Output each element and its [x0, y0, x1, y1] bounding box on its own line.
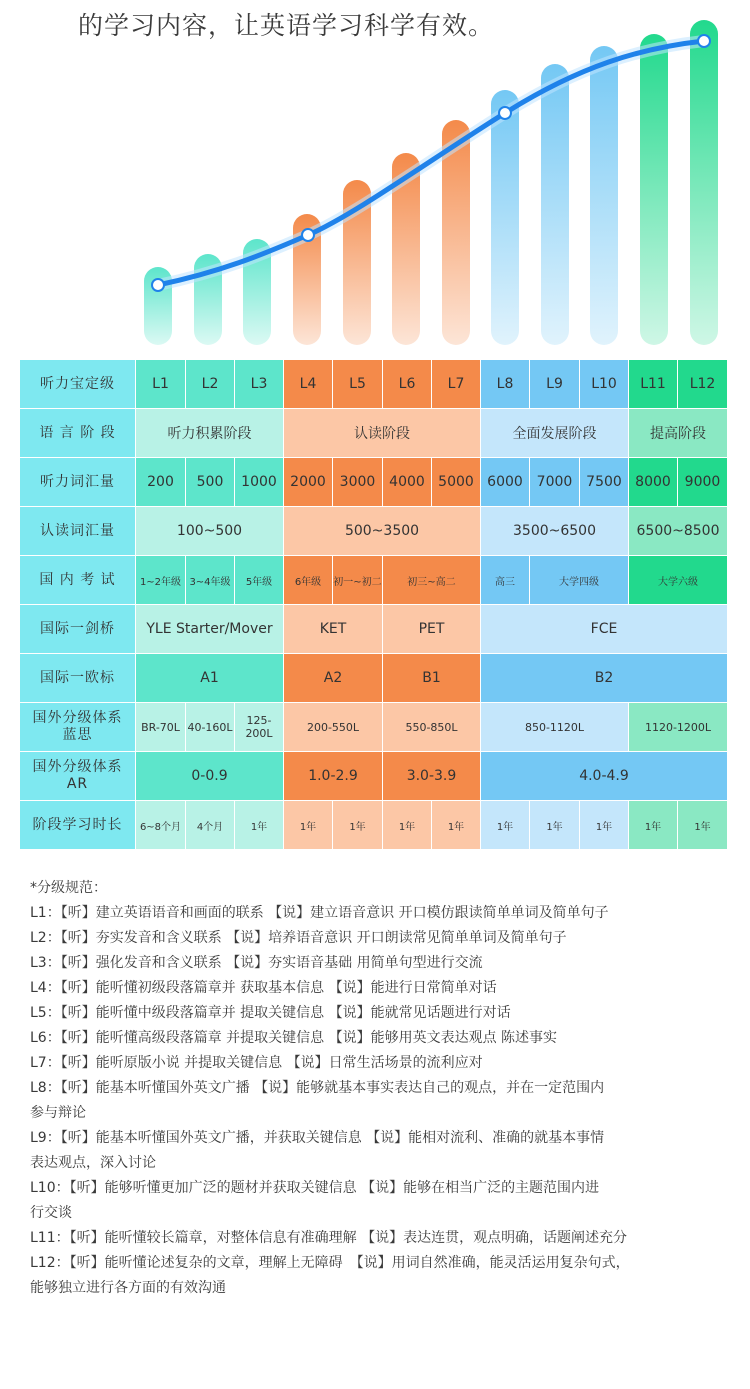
level-cell: L6 [383, 360, 432, 409]
row-stage [20, 409, 728, 458]
row-read-vocab [20, 507, 728, 556]
read-vocab-cell: 6500~8500 [629, 507, 728, 556]
growth-bar [491, 90, 519, 345]
lexile-cell: 40-160L [186, 703, 235, 752]
curve-point [152, 279, 164, 291]
row-label-level: 听力宝定级 [20, 360, 136, 409]
listen-vocab-cell: 5000 [432, 458, 481, 507]
growth-bar [541, 64, 569, 345]
duration-cell: 1年 [333, 801, 383, 850]
cefr-cell: A1 [136, 654, 284, 703]
note-line: L4：【听】能听懂初级段落篇章并 获取基本信息 【说】能进行日常简单对话 [30, 980, 497, 996]
note-line: L1：【听】建立英语语音和画面的联系 【说】建立语音意识 开口模仿跟读简单单词及简单句子 [30, 905, 609, 921]
listen-vocab-cell: 6000 [481, 458, 530, 507]
row-label-cambridge: 国际一剑桥 [20, 605, 136, 654]
domestic-cell: 5年级 [235, 556, 284, 605]
lexile-cell: 200-550L [284, 703, 383, 752]
note-line: L5：【听】能听懂中级段落篇章并 提取关键信息 【说】能就常见话题进行对话 [30, 1005, 511, 1021]
domestic-cell: 6年级 [284, 556, 333, 605]
stage-cell: 听力积累阶段 [136, 409, 284, 458]
duration-cell: 1年 [432, 801, 481, 850]
duration-cell: 1年 [235, 801, 284, 850]
row-domestic [20, 556, 728, 605]
listen-vocab-cell: 4000 [383, 458, 432, 507]
row-label-lexile-line2: 蓝思 [62, 727, 93, 743]
notes-title: *分级规范： [30, 880, 107, 896]
stage-cell: 认读阶段 [284, 409, 481, 458]
lexile-cell: 850-1120L [481, 703, 629, 752]
note-line: 参与辩论 [30, 1105, 86, 1121]
listen-vocab-cell: 7500 [580, 458, 629, 507]
intro-text: 的学习内容，让英语学习科学有效。 [78, 11, 495, 40]
growth-bar [640, 34, 668, 345]
row-label-read-vocab: 认读词汇量 [20, 507, 136, 556]
growth-curve [158, 41, 704, 285]
cambridge-cell: PET [383, 605, 481, 654]
row-label-cefr: 国际一欧标 [20, 654, 136, 703]
note-line: L7：【听】能听原版小说 并提取关键信息 【说】日常生活场景的流利应对 [30, 1055, 483, 1071]
note-line: 行交谈 [30, 1205, 72, 1221]
note-line: L6：【听】能听懂高级段落篇章 并提取关键信息 【说】能够用英文表达观点 陈述事实 [30, 1030, 558, 1046]
note-line: L9：【听】能基本听懂国外英文广播，并获取关键信息 【说】能相对流利、准确的就基本事情 [30, 1130, 605, 1146]
listen-vocab-cell: 8000 [629, 458, 678, 507]
duration-cell: 1年 [284, 801, 333, 850]
domestic-cell: 1~2年级 [136, 556, 186, 605]
row-label-duration: 阶段学习时长 [20, 801, 136, 850]
row-listen-vocab [20, 458, 728, 507]
row-cambridge [20, 605, 728, 654]
grading-notes [30, 876, 730, 1301]
read-vocab-cell: 3500~6500 [481, 507, 629, 556]
level-cell: L10 [580, 360, 629, 409]
ar-cell: 3.0-3.9 [383, 752, 481, 801]
row-label-lexile-line1: 国外分级体系 [32, 710, 123, 726]
curve-point [698, 35, 710, 47]
note-line: L10：【听】能够听懂更加广泛的题材并获取关键信息 【说】能够在相当广泛的主题范围内进 [30, 1180, 600, 1196]
read-vocab-cell: 500~3500 [284, 507, 481, 556]
duration-cell: 6~8个月 [136, 801, 186, 850]
row-duration [20, 801, 728, 850]
level-table [20, 360, 728, 850]
curve-point [499, 107, 511, 119]
duration-cell: 1年 [678, 801, 728, 850]
row-level [20, 360, 728, 409]
level-cell: L12 [678, 360, 728, 409]
row-label-stage: 语 言 阶 段 [20, 409, 136, 458]
read-vocab-cell: 100~500 [136, 507, 284, 556]
duration-cell: 1年 [530, 801, 580, 850]
duration-cell: 1年 [629, 801, 678, 850]
duration-cell: 1年 [580, 801, 629, 850]
listen-vocab-cell: 3000 [333, 458, 383, 507]
ar-cell: 0-0.9 [136, 752, 284, 801]
growth-bar [690, 20, 718, 345]
note-line: L3：【听】强化发音和含义联系 【说】夯实语音基础 用简单句型进行交流 [30, 955, 483, 971]
cefr-cell: B2 [481, 654, 728, 703]
duration-cell: 1年 [383, 801, 432, 850]
row-ar [20, 752, 728, 801]
lexile-cell: 550-850L [383, 703, 481, 752]
row-cefr [20, 654, 728, 703]
curve-point [302, 229, 314, 241]
lexile-cell: 1120-1200L [629, 703, 728, 752]
listen-vocab-cell: 2000 [284, 458, 333, 507]
level-cell: L3 [235, 360, 284, 409]
domestic-cell: 初一~初二 [333, 556, 383, 605]
duration-cell: 4个月 [186, 801, 235, 850]
ar-cell: 4.0-4.9 [481, 752, 728, 801]
note-line: L2：【听】夯实发音和含义联系 【说】培养语音意识 开口朗读常见简单单词及简单句子 [30, 930, 567, 946]
row-lexile [20, 703, 728, 752]
level-cell: L7 [432, 360, 481, 409]
level-cell: L5 [333, 360, 383, 409]
listen-vocab-cell: 200 [136, 458, 186, 507]
level-cell: L11 [629, 360, 678, 409]
note-line: 表达观点，深入讨论 [30, 1155, 156, 1171]
listen-vocab-cell: 1000 [235, 458, 284, 507]
domestic-cell: 3~4年级 [186, 556, 235, 605]
lexile-cell: 125-200L [235, 703, 284, 752]
lexile-cell: BR-70L [136, 703, 186, 752]
cefr-cell: A2 [284, 654, 383, 703]
domestic-cell: 大学四级 [530, 556, 629, 605]
stage-cell: 全面发展阶段 [481, 409, 629, 458]
level-cell: L9 [530, 360, 580, 409]
row-label-ar-line2: AR [66, 776, 89, 792]
note-line: L11：【听】能听懂较长篇章，对整体信息有准确理解 【说】表达连贯，观点明确，话题阐述充分 [30, 1230, 628, 1246]
ar-cell: 1.0-2.9 [284, 752, 383, 801]
cefr-cell: B1 [383, 654, 481, 703]
row-label-ar [20, 752, 136, 801]
listen-vocab-cell: 500 [186, 458, 235, 507]
note-line: 能够独立进行各方面的有效沟通 [30, 1280, 226, 1296]
domestic-cell: 初三~高二 [383, 556, 481, 605]
domestic-cell: 大学六级 [629, 556, 728, 605]
note-line: L12：【听】能听懂论述复杂的文章，理解上无障碍 【说】用词自然准确，能灵活运用复杂句式， [30, 1255, 630, 1271]
stage-cell: 提高阶段 [629, 409, 728, 458]
row-label-lexile [20, 703, 136, 752]
level-cell: L8 [481, 360, 530, 409]
row-label-listen-vocab: 听力词汇量 [20, 458, 136, 507]
listen-vocab-cell: 7000 [530, 458, 580, 507]
growth-bar-chart [0, 0, 750, 360]
listen-vocab-cell: 9000 [678, 458, 728, 507]
cambridge-cell: KET [284, 605, 383, 654]
domestic-cell: 高三 [481, 556, 530, 605]
duration-cell: 1年 [481, 801, 530, 850]
level-cell: L4 [284, 360, 333, 409]
cambridge-cell: YLE Starter/Mover [136, 605, 284, 654]
level-cell: L2 [186, 360, 235, 409]
row-label-ar-line1: 国外分级体系 [32, 759, 123, 775]
cambridge-cell: FCE [481, 605, 728, 654]
note-line: L8：【听】能基本听懂国外英文广播 【说】能够就基本事实表达自己的观点，并在一定范围内 [30, 1080, 605, 1096]
row-label-domestic: 国 内 考 试 [20, 556, 136, 605]
growth-bar [590, 46, 618, 345]
level-cell: L1 [136, 360, 186, 409]
